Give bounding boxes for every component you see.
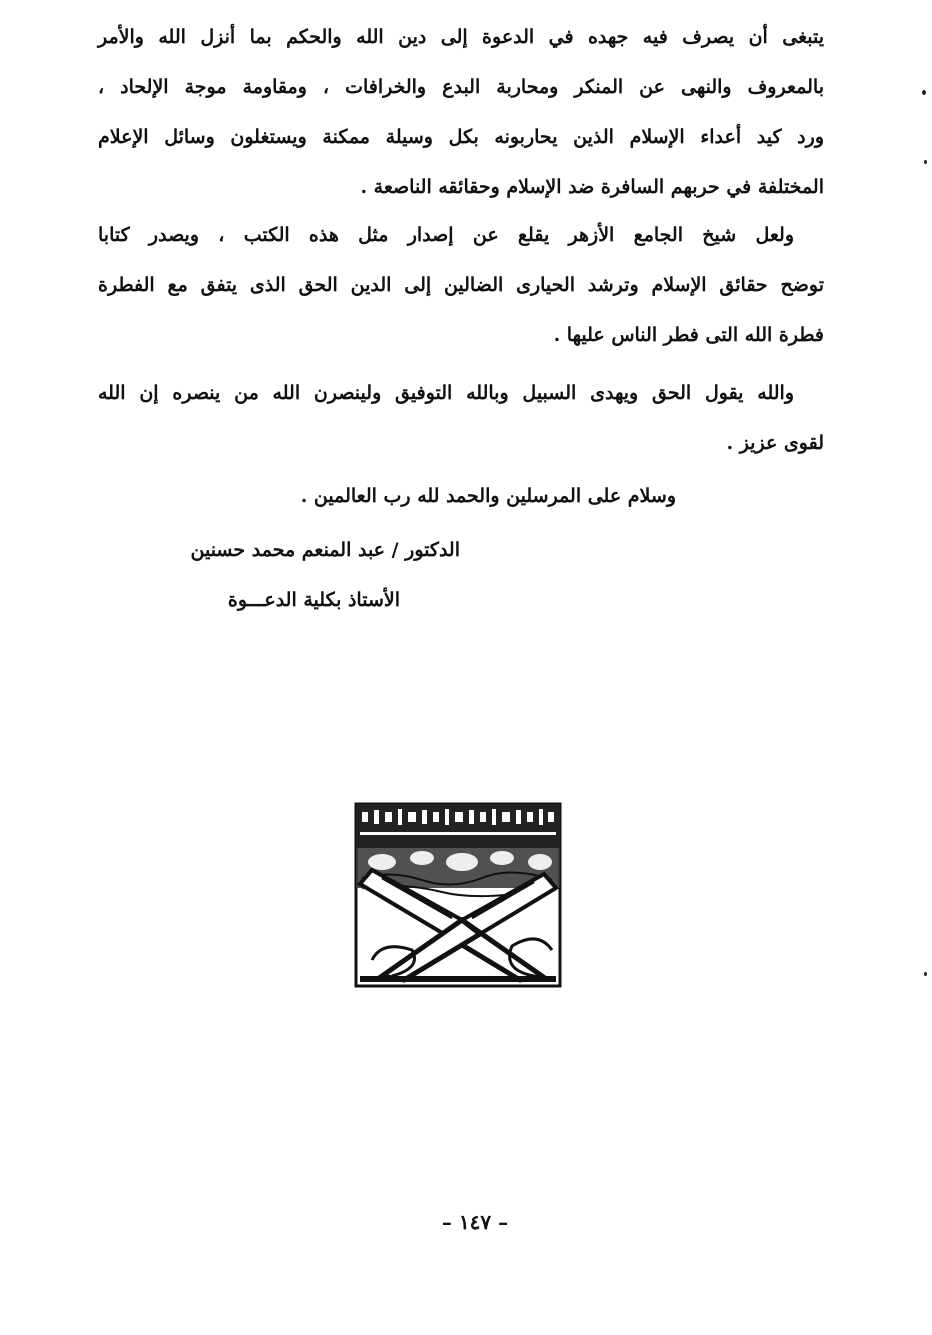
scan-speck [922,90,926,95]
paragraph-line: فطرة الله التى فطر الناس عليها . [553,324,824,346]
signature-title: الأستاذ بكلية الدعـــوة [227,589,400,611]
quran-stand-ornament-icon [352,800,564,990]
paragraph-line: يتبغى أن يصرف فيه جهده في الدعوة إلى دين الله والحكم بما أنزل الله والأمر [98,26,824,48]
paragraph-line: المختلفة في حربهم السافرة ضد الإسلام وحقائقه الناصعة . [360,176,824,198]
page-number: – ١٤٧ – [441,1210,509,1234]
scan-speck [924,160,927,164]
scan-speck [924,972,927,976]
paragraph-1 [98,12,824,212]
paragraph-line: ولعل شيخ الجامع الأزهر يقلع عن إصدار مثل هذه الكتب ، ويصدر كتابا [98,224,794,246]
paragraph-line: لقوى عزيز . [726,432,824,454]
signature-name: الدكتور / عبد المنعم محمد حسنين [190,539,460,561]
closing-line: وسلام على المرسلين والحمد لله رب العالمين . [300,485,676,507]
paragraph-2 [98,210,824,360]
paragraph-line: بالمعروف والنهى عن المنكر ومحاربة البدع والخرافات ، ومقاومة موجة الإلحاد ، [98,76,824,98]
paragraph-line: توضح حقائق الإسلام وترشد الحيارى الضالين إلى الدين الحق الذى يتفق مع الفطرة [98,274,824,296]
paragraph-line: والله يقول الحق ويهدى السبيل وبالله التوفيق ولينصرن الله من ينصره إن الله [98,382,794,404]
paragraph-line: ورد كيد أعداء الإسلام الذين يحاربونه بكل وسيلة ممكنة ويستغلون وسائل الإعلام [98,126,824,148]
paragraph-3 [98,368,824,468]
